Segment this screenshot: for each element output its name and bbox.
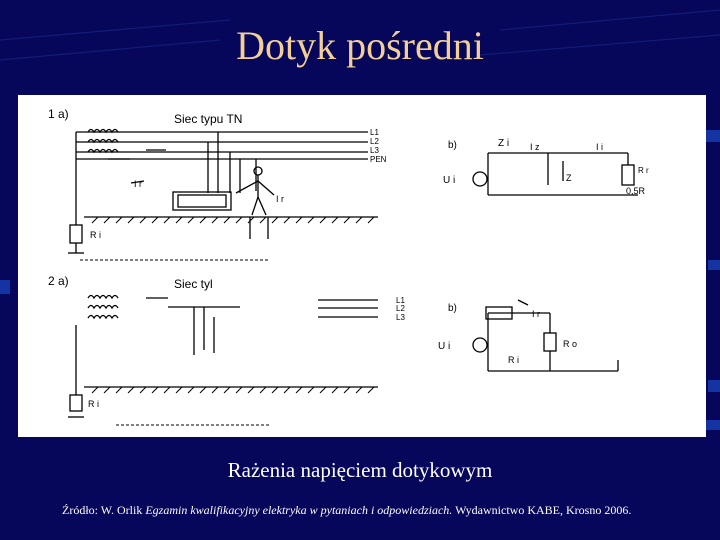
source-publisher: Wydawnictwo KABE, Krosno 2006. [452,503,632,517]
part1-b-resistor-value: 0,5R [626,186,646,196]
slide-caption: Rażenia napięciem dotykowym [227,458,493,482]
part1-conductor-l1: L1 [370,128,379,137]
part1-earth-resistor-label: R i [90,230,101,240]
source-book-title: Egzamin kwalifikacyjny elektryka w pytaniach i odpowiedziach. [145,503,453,517]
source-citation [62,503,631,518]
part2-label: 2 a) [48,274,69,288]
source-prefix: Źródło: W. Orlik [62,503,146,517]
part2-conductor-l3: L3 [396,313,405,322]
part1-b-resistor: R r [638,166,649,175]
part1-b-label: b) [448,140,457,151]
part2-conductor-l2: L2 [396,304,405,313]
part1-b-impedance: Z i [498,138,510,149]
part1-label: 1 a) [48,107,69,121]
part2-b-label: b) [448,303,457,314]
part1-b-z: Z [566,173,572,183]
part1-b-current: I z [530,142,540,152]
part2-network-label: Siec tyl [174,277,213,291]
part2-conductor-l1: L1 [396,296,405,305]
part2-earth-resistor-label: R i [88,399,99,409]
part2-b-resistor: R o [563,339,578,349]
part1-conductor-l3: L3 [370,146,379,155]
part1-current-label: I r [134,179,142,189]
part1-network-label: Siec typu TN [174,112,243,126]
part2-b-resistor2: R i [508,355,519,365]
circuit-diagram [18,95,706,437]
part1-b-source: U i [443,175,456,186]
slide-title: Dotyk pośredni [236,23,484,68]
part2-b-current: I r [532,309,540,319]
part1-conductor-pen: PEN [370,155,387,164]
part1-touch-current-label: I r [276,194,284,204]
part2-b-source: U i [438,341,451,352]
part1-conductor-l2: L2 [370,137,379,146]
part1-b-current2: I i [596,142,604,152]
